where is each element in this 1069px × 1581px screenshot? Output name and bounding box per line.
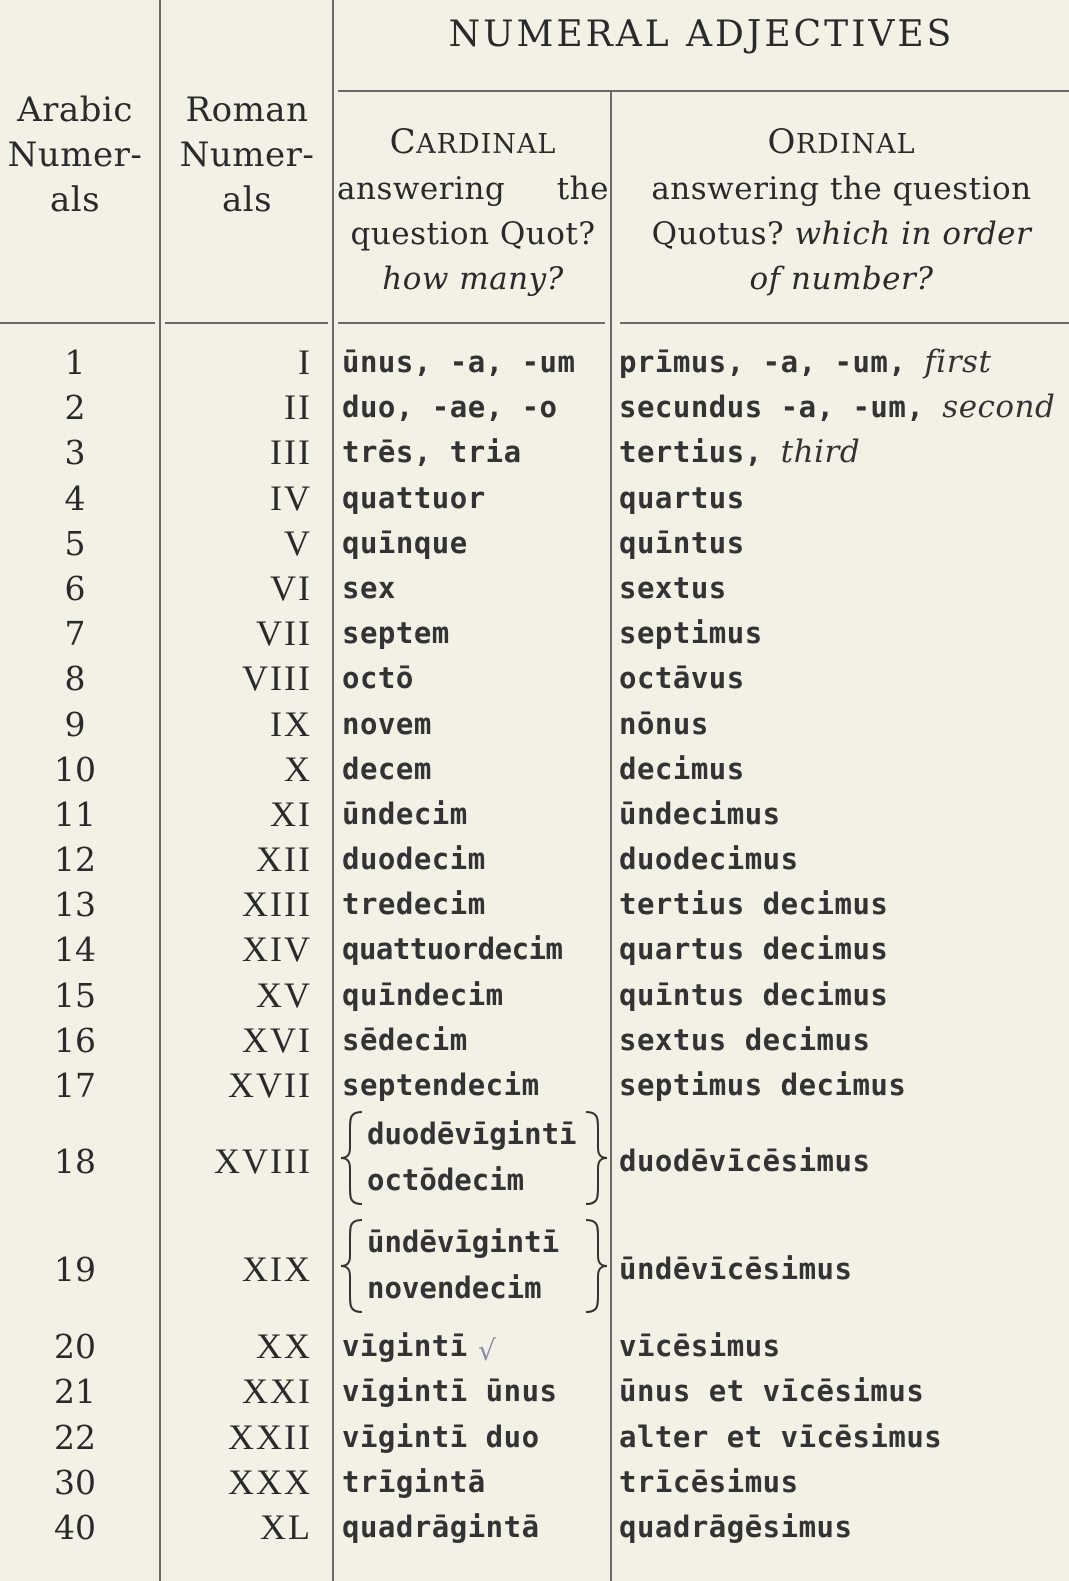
table-row: 30 XXX trīgintā trīcēsimus — [54, 1461, 799, 1502]
table-row: 18 XVIII duodēvīgintī octōdecim duodēvīcēsimus — [0, 1108, 1069, 1216]
check-mark-icon: √ — [478, 1334, 496, 1368]
cardinal-title: CARDINAL — [389, 122, 557, 162]
table-row: 6 VI sex sextus — [64, 567, 727, 608]
table-row: 19 XIX ūndēvīgintī novendecim ūndēvīcēsimus — [0, 1216, 1069, 1324]
table-row: 22 XXII vīgintī duo alter et vīcēsimus — [54, 1416, 943, 1457]
cardinal-column-header — [337, 120, 609, 302]
table-row: 11 XI ūndecim ūndecimus — [54, 793, 781, 834]
table-row: 13 XIII tredecim tertius decimus — [54, 884, 889, 925]
header-line: Quotus? which in order — [651, 216, 1032, 252]
header-line: als — [221, 180, 273, 220]
header-line: Roman — [185, 90, 309, 130]
table-row: 12 XII duodecim duodecimus — [54, 839, 799, 880]
table-group-title: NUMERAL ADJECTIVES — [448, 14, 955, 55]
table-row: 3 III trēs, tria tertius, third — [64, 432, 861, 473]
table-row: 17 XVII septendecim septimus decimus — [54, 1065, 907, 1105]
table-row: 5 V quīnque quīntus — [64, 522, 745, 563]
table-row: 9 IX novem nōnus — [64, 703, 709, 744]
table-row: 16 XVI sēdecim sextus decimus — [54, 1019, 871, 1060]
header-line: Numer- — [179, 135, 315, 175]
header-line: answering the — [337, 171, 609, 207]
header-line: als — [49, 180, 101, 220]
table-row: 8 VIII octō octāvus — [64, 658, 745, 699]
header-line: answering the question — [651, 171, 1032, 207]
ordinal-column-header — [614, 120, 1069, 302]
header-rule — [620, 322, 1069, 324]
cardinal-alternatives: duodēvīgintī octōdecim — [340, 1108, 608, 1208]
header-rule — [338, 322, 605, 324]
table-row: 20 XX vīgintī √ vīcēsimus — [0, 1324, 1069, 1369]
header-line: of number? — [749, 261, 934, 297]
roman-column-header — [163, 88, 331, 223]
table-row: 2 II duo, -ae, -o secundus -a, -um, second — [64, 387, 1056, 428]
cardinal-alternatives: ūndēvīgintī novendecim — [340, 1216, 608, 1316]
header-line: Numer- — [7, 135, 143, 175]
table-row: 7 VII septem septimus — [64, 613, 763, 654]
table-row: 21 XXI vīgintī ūnus ūnus et vīcēsimus — [54, 1371, 925, 1412]
header-line: question Quot? — [350, 216, 596, 252]
header-rule — [0, 322, 155, 324]
table-row: 10 X decem decimus — [54, 748, 745, 789]
ordinal-title: ORDINAL — [767, 122, 916, 162]
table-row: 4 IV quattuor quartus — [64, 477, 745, 518]
table-row: 1 I ūnus, -a, -um prīmus, -a, -um, first — [64, 342, 992, 382]
header-line: how many? — [382, 261, 564, 297]
header-line: Arabic — [17, 90, 133, 130]
table-row: 15 XV quīndecim quīntus decimus — [54, 974, 889, 1015]
arabic-column-header — [0, 88, 150, 223]
group-header-rule — [338, 90, 1069, 92]
table-row: 40 XL quadrāgintā quadrāgēsimus — [54, 1506, 853, 1547]
table-body — [0, 340, 1069, 1550]
table-row: 14 XIV quattuordecim quartus decimus — [54, 929, 889, 970]
header-rule — [165, 322, 328, 324]
